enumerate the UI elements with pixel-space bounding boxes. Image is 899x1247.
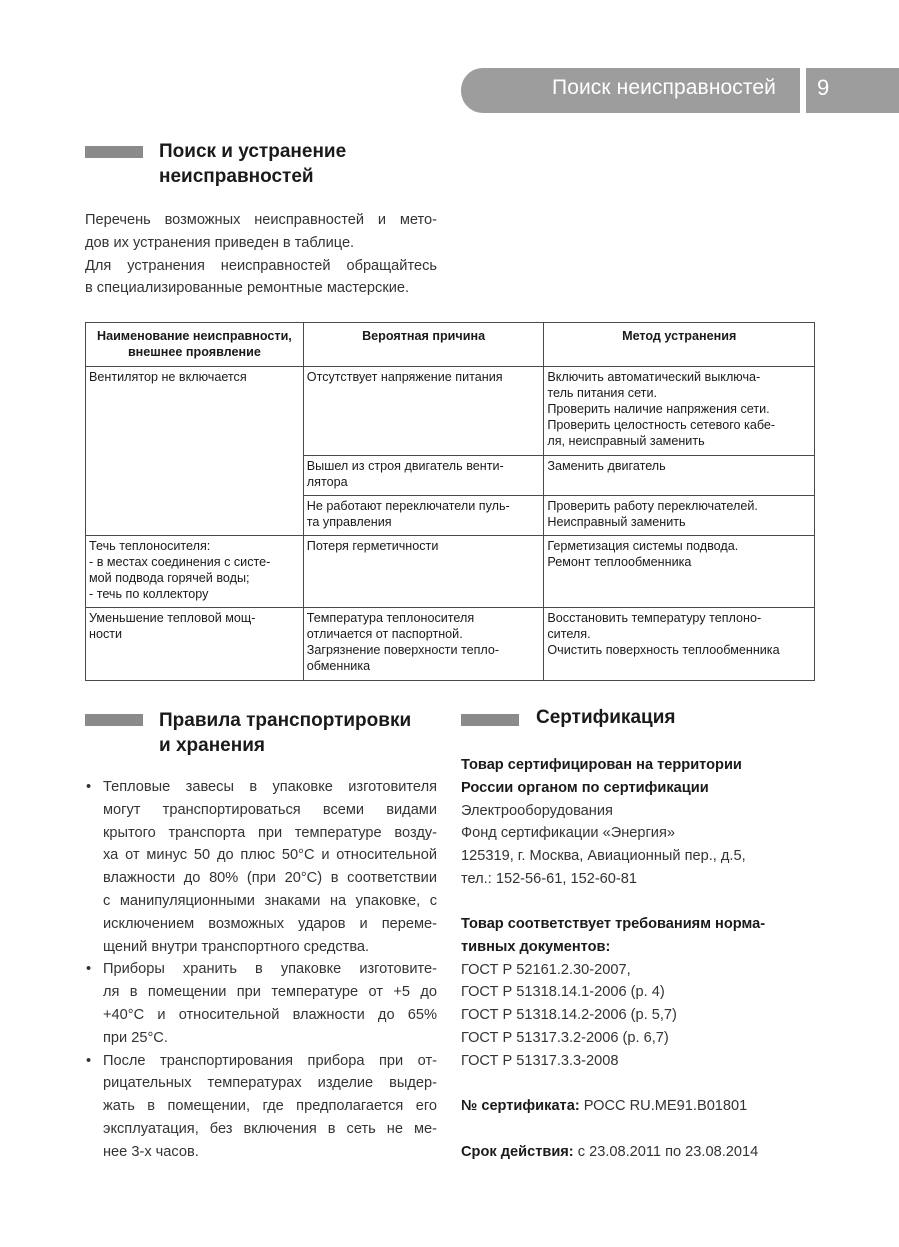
text-line: ля в помещении при температуре от +5 до — [103, 984, 437, 1001]
cell-line: отличается от паспортной. — [306, 627, 463, 641]
cell-line: Вентилятор не включается — [89, 370, 247, 384]
section-marker-bar — [85, 146, 143, 158]
text-line: эксплуатация, без включения в сеть не ме- — [103, 1120, 437, 1137]
text-line: влажности до 80% (при 20°С) в соответствии — [103, 870, 437, 887]
standard-item: ГОСТ Р 51317.3.2-2006 (р. 6,7) — [461, 1029, 669, 1046]
page-number: 9 — [817, 75, 830, 100]
cell-line: ля, неисправный заменить — [547, 434, 705, 448]
fault-cell — [86, 536, 304, 608]
text-line: щений внутри транспортного средства. — [103, 938, 370, 955]
cell-line: Включить автоматический выключа- — [547, 370, 761, 384]
fault-cell — [86, 608, 304, 681]
cell-line: Проверить наличие напряжения сети. — [547, 402, 770, 416]
certification-body — [461, 754, 821, 891]
cause-cell — [303, 536, 544, 608]
cause-cell — [303, 608, 544, 681]
text-line: Приборы хранить в упаковке изготовите- — [103, 961, 437, 978]
standards-heading-line: тивных документов: — [461, 938, 611, 955]
cell-line: Заменить двигатель — [547, 459, 666, 473]
header-cause — [303, 323, 544, 367]
certified-heading-line: Товар сертифицирован на территории — [461, 757, 742, 773]
cause-cell — [303, 456, 544, 496]
text-line: 125319, г. Москва, Авиационный пер., д.5, — [461, 848, 746, 865]
cell-line: Неисправный заменить — [547, 515, 686, 529]
text-line: в специализированные ремонтные мастерские. — [85, 280, 410, 297]
text-line: нее 3-х часов. — [103, 1143, 199, 1160]
troubleshooting-intro — [85, 209, 437, 300]
cell-line: - течь по коллектору — [89, 587, 209, 601]
cell-line: Потеря герметичности — [306, 539, 439, 553]
validity-label: Срок действия: — [461, 1144, 574, 1160]
standard-item: ГОСТ Р 51318.14.2-2006 (р. 5,7) — [461, 1007, 677, 1024]
cause-cell — [303, 367, 544, 456]
table-row — [86, 367, 815, 456]
standard-item: ГОСТ Р 52161.2.30-2007, — [461, 961, 631, 978]
text-line: Фонд сертификации «Энергия» — [461, 825, 675, 842]
cause-cell — [303, 496, 544, 536]
text-line: Тепловые завесы в упаковке изготовителя — [103, 779, 437, 795]
method-cell — [544, 496, 815, 536]
header-fault — [86, 323, 304, 367]
cell-line: ности — [89, 627, 123, 641]
list-item — [85, 1050, 437, 1164]
text-line: После транспортирования прибора при от- — [103, 1052, 437, 1069]
header-line: Вероятная причина — [362, 329, 486, 343]
header-method — [544, 323, 815, 367]
certified-heading-line: России органом по сертификации — [461, 779, 709, 796]
table-row — [86, 536, 815, 608]
text-line: +40°С и относительной влажности до 65% — [103, 1006, 437, 1023]
certification-title: Сертификация — [536, 707, 676, 728]
cell-line: Восстановить температуру теплоно- — [547, 611, 762, 625]
cell-line: Вышел из строя двигатель венти- — [306, 459, 504, 473]
text-line: ха от минус 50 до плюс 50°С и относительной — [103, 847, 437, 864]
cell-line: Герметизация системы подвода. — [547, 539, 739, 553]
list-item — [85, 776, 437, 958]
cell-line: Уменьшение тепловой мощ- — [89, 611, 256, 625]
text-line: Для устранения неисправностей обращайтесь — [85, 257, 437, 274]
cell-line: Загрязнение поверхности тепло- — [306, 643, 500, 657]
method-cell — [544, 536, 815, 608]
cell-line: обменника — [306, 659, 371, 673]
standards-heading-line: Товар соответствует требованиям норма- — [461, 916, 766, 932]
validity — [461, 1141, 821, 1164]
title-line: неисправностей — [159, 166, 314, 187]
transport-title — [159, 708, 411, 758]
text-line: рицательных температурах изделие выдер- — [103, 1075, 437, 1092]
cell-line: Не работают переключатели пуль- — [306, 499, 510, 513]
text-line: могут транспортироваться всеми видами — [103, 801, 437, 818]
text-line: дов их устранения приведен в таблице. — [85, 234, 355, 251]
method-cell — [544, 456, 815, 496]
cell-line: Проверить работу переключателей. — [547, 499, 758, 513]
text-line: исключением возможных ударов и переме- — [103, 915, 437, 932]
bullet-icon: • — [86, 1052, 92, 1069]
header-line: внешнее проявление — [127, 345, 261, 359]
cell-line: Проверить целостность сетевого кабе- — [547, 418, 776, 432]
standard-item: ГОСТ Р 51317.3.3-2008 — [461, 1052, 619, 1069]
cert-number-label: № сертификата: — [461, 1098, 580, 1114]
cell-line: Отсутствует напряжение питания — [306, 370, 503, 384]
cell-line: Очистить поверхность теплообменника — [547, 643, 780, 657]
cert-number-value: РОСС RU.ME91.B01801 — [583, 1098, 748, 1114]
cell-line: Ремонт теплообменника — [547, 555, 692, 569]
list-item — [85, 958, 437, 1049]
table-row — [86, 608, 815, 681]
text-line: Электрооборудования — [461, 802, 613, 819]
method-cell — [544, 608, 815, 681]
cell-line: та управления — [306, 515, 392, 529]
cell-line: лятора — [306, 475, 348, 489]
cell-line: мой подвода горячей воды; — [89, 571, 250, 585]
troubleshooting-title — [159, 139, 346, 189]
section-marker-bar — [461, 714, 519, 726]
bullet-icon: • — [86, 779, 92, 795]
cell-line: сителя. — [547, 627, 591, 641]
cell-line: Течь теплоносителя: — [89, 539, 211, 553]
text-line: тел.: 152-56-61, 152-60-81 — [461, 870, 638, 887]
text-line: жать в помещении, где предполагается его — [103, 1098, 437, 1115]
fault-cell — [86, 367, 304, 536]
text-line: при 25°С. — [103, 1029, 168, 1046]
transport-bullet-list — [85, 776, 437, 1164]
certificate-number — [461, 1095, 821, 1118]
header-line: Метод устранения — [622, 329, 737, 343]
header-section-title: Поиск неисправностей — [552, 76, 776, 99]
standard-item: ГОСТ Р 51318.14.1-2006 (р. 4) — [461, 984, 665, 1001]
title-line: и хранения — [159, 735, 265, 756]
faults-table — [85, 322, 815, 681]
cell-line: - в местах соединения с систе- — [89, 555, 271, 569]
method-cell — [544, 367, 815, 456]
bullet-icon: • — [86, 961, 92, 978]
cell-line: тель питания сети. — [547, 386, 657, 400]
section-marker-bar — [85, 714, 143, 726]
standards-block — [461, 913, 821, 1073]
header-line: Наименование неисправности, — [96, 329, 292, 343]
validity-value: с 23.08.2011 по 23.08.2014 — [577, 1144, 759, 1160]
text-line: с манипуляционными знаками на упаковке, с — [103, 892, 437, 909]
text-line: крытого транспорта при температуре возду- — [103, 824, 437, 841]
cell-line: Температура теплоносителя — [306, 611, 475, 625]
title-line: Правила транспортировки — [159, 710, 412, 731]
text-line: Перечень возможных неисправностей и мето- — [85, 212, 437, 228]
table-header-row — [86, 323, 815, 367]
title-line: Поиск и устранение — [159, 141, 347, 162]
